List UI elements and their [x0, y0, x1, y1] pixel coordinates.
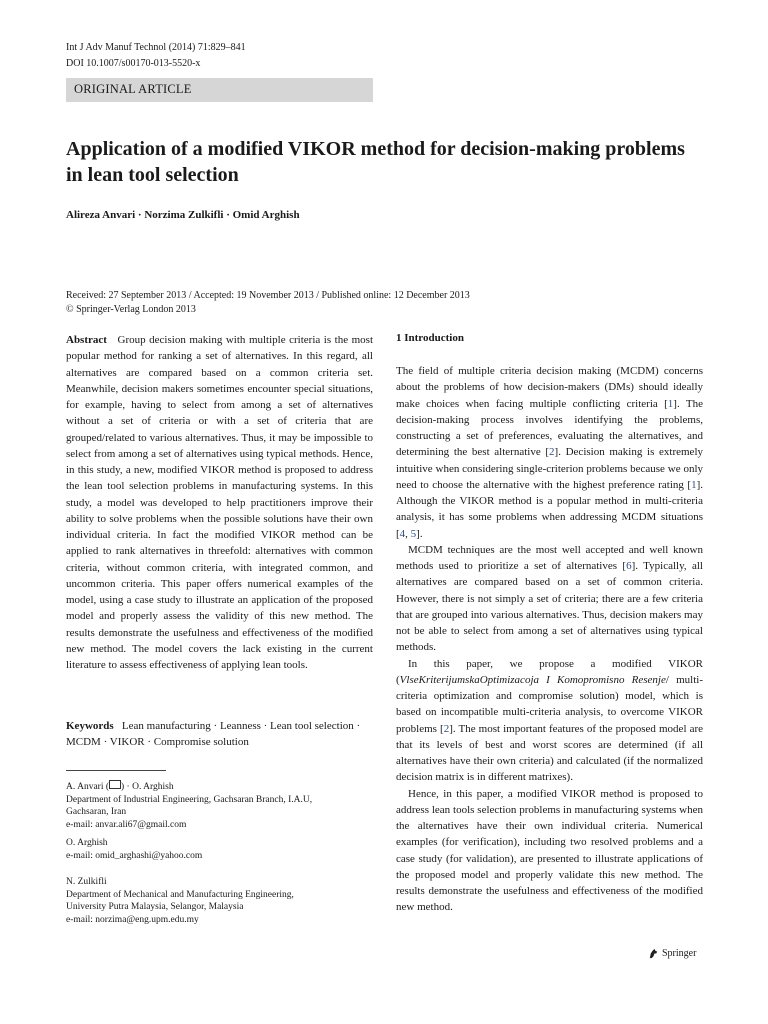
section-heading-introduction: 1 Introduction	[396, 332, 464, 344]
introduction-body	[396, 363, 703, 916]
citation-link[interactable]: 1	[691, 478, 697, 491]
affiliation-1-email[interactable]: e-mail: anvar.ali67@gmail.com	[66, 819, 187, 830]
affiliation-3	[66, 876, 366, 926]
affiliation-3-university: University Putra Malaysia, Selangor, Malaysia	[66, 902, 244, 913]
affiliation-1-names-start: A. Anvari (	[66, 782, 110, 792]
keywords-text: Lean manufacturing · Leanness · Lean tool selection · MCDM · VIKOR · Compromise solution	[66, 720, 361, 749]
article-title: Application of a modified VIKOR method for decision-making problems in lean tool selection	[66, 138, 685, 186]
citation-link[interactable]: 1	[667, 397, 674, 410]
affiliation-3-email[interactable]: e-mail: norzima@eng.upm.edu.my	[66, 914, 199, 925]
citation-link[interactable]: 2	[549, 446, 555, 459]
author-list: Alireza Anvari · Norzima Zulkifli · Omid Arghish	[66, 209, 300, 221]
citation-link[interactable]: 6	[626, 560, 632, 572]
article-type-bar	[66, 78, 373, 102]
keywords-block	[66, 718, 373, 751]
vikor-expansion: VlseKriterijumskaOptimizacoja I Komopromisno Resenje	[399, 673, 666, 686]
citation-link[interactable]: 5	[410, 527, 417, 540]
abstract-block	[66, 332, 373, 673]
envelope-icon	[109, 780, 121, 789]
article-type-label: ORIGINAL ARTICLE	[74, 82, 192, 96]
affiliation-1	[66, 780, 366, 831]
citation-link[interactable]: 2	[443, 722, 450, 735]
springer-horse-icon	[648, 948, 659, 959]
publication-dates: Received: 27 September 2013 / Accepted: 19 November 2013 / Published online: 12 December 2013	[66, 290, 470, 301]
affiliation-2-name: O. Arghish	[66, 838, 108, 848]
affiliation-2	[66, 837, 366, 862]
intro-paragraph-2: MCDM techniques are the most well accepted and well known methods used to prioritize a set of alternatives [6]. Typically, all alternatives are compared based on a set of common criteria. However, there is not simply a set of criteria; there are a few criteria that are grouped into various alternatives. Thus, decision makers may not be able to select from among a set of alternatives using typical methods.	[396, 543, 703, 654]
affiliation-3-department: Department of Mechanical and Manufacturing Engineering,	[66, 889, 294, 900]
keywords-label: Keywords	[66, 720, 114, 732]
affiliation-divider	[66, 770, 166, 771]
abstract-label: Abstract	[66, 334, 107, 346]
publisher-logo	[648, 948, 696, 959]
affiliation-2-email[interactable]: e-mail: omid_arghashi@yahoo.com	[66, 850, 203, 861]
citation-link[interactable]: 4	[399, 527, 406, 540]
affiliation-1-names-end: ) · O. Arghish	[121, 782, 174, 792]
doi: DOI 10.1007/s00170-013-5520-x	[66, 58, 201, 69]
intro-paragraph-3: In this paper, we propose a modified VIKOR (VlseKriterijumskaOptimizacoja I Komopromisno Resenje/ multi-criteria optimization and compromise solution) model, which is based on incompatible multi-criteria analysis, to overcome VIKOR problems [2]. The most important features of the proposed model are that its levels of best and worst scores are determined (if all alternatives have their own criteria) and calculated (if the normalized decision matrix is in different matrixes).	[396, 657, 704, 784]
intro-paragraph-4: Hence, in this paper, a modified VIKOR method is proposed to address lean tools selection problems in manufacturing systems when the alternatives have their own individual criteria. Numerical examples (for verification), including two resolved problems and a case study (for validation), are presented to illustrate applications of the proposed model and properly validate this new method. The results demonstrate the usefulness and effectiveness of the modified new method.	[396, 787, 703, 914]
affiliation-3-name: N. Zulkifli	[66, 877, 107, 887]
intro-paragraph-1: The field of multiple criteria decision making (MCDM) concerns about the problems of how decision-makers (DMs) should ideally make choices when facing multiple conflicting criteria [1]. The decision-making process involves identifying the problems, constructing a set of preferences, evaluating the alternatives, and determining the best alternative [2]. Decision making is extremely intuitive when considering single-criterion problems because we only need to choose the alternative with the highest preference rating [1]. Although the VIKOR method is a popular method in multi-criteria analysis, it has some problems when addressing MCDM situations [4, 5].	[396, 365, 703, 540]
affiliation-1-department: Department of Industrial Engineering, Gachsaran Branch, I.A.U,	[66, 794, 313, 805]
publisher-name: Springer	[662, 948, 697, 959]
copyright-line: © Springer-Verlag London 2013	[66, 304, 196, 315]
abstract-text: Group decision making with multiple criteria is the most popular method for ranking a set of alternatives. In this regard, all alternatives are compared based on a common criteria set. Meanwhile, decision makers sometimes encounter special situations, for example, having to select from among a set of alternatives without a set of criteria or with a set of criteria that are grouped/related to various alternatives. Thus, it may be impossible to select from among a set of alternatives using typical methods. Hence, in this study, a new, modified VIKOR method is proposed to address the lean tool selection problems in manufacturing systems. In this study, a model was developed to help practitioners improve their ability to solve problems when the possible solutions have their own individual criteria. In fact the modified VIKOR method can be applied to rank alternatives in threefold: alternatives with common criteria, without common criteria, with integrated common, and uncommon criteria. This paper offers numerical examples of the model, using a case study to illustrate an application of the proposed model and properly assess the validity of this new method. The results demonstrate the usefulness and effectiveness of the modified new method. The model covers the lack existing in the current literature to assess effectiveness of applying lean tools.	[66, 334, 374, 671]
affiliation-1-place: Gachsaran, Iran	[66, 807, 127, 818]
journal-reference: Int J Adv Manuf Technol (2014) 71:829–841	[66, 42, 246, 53]
